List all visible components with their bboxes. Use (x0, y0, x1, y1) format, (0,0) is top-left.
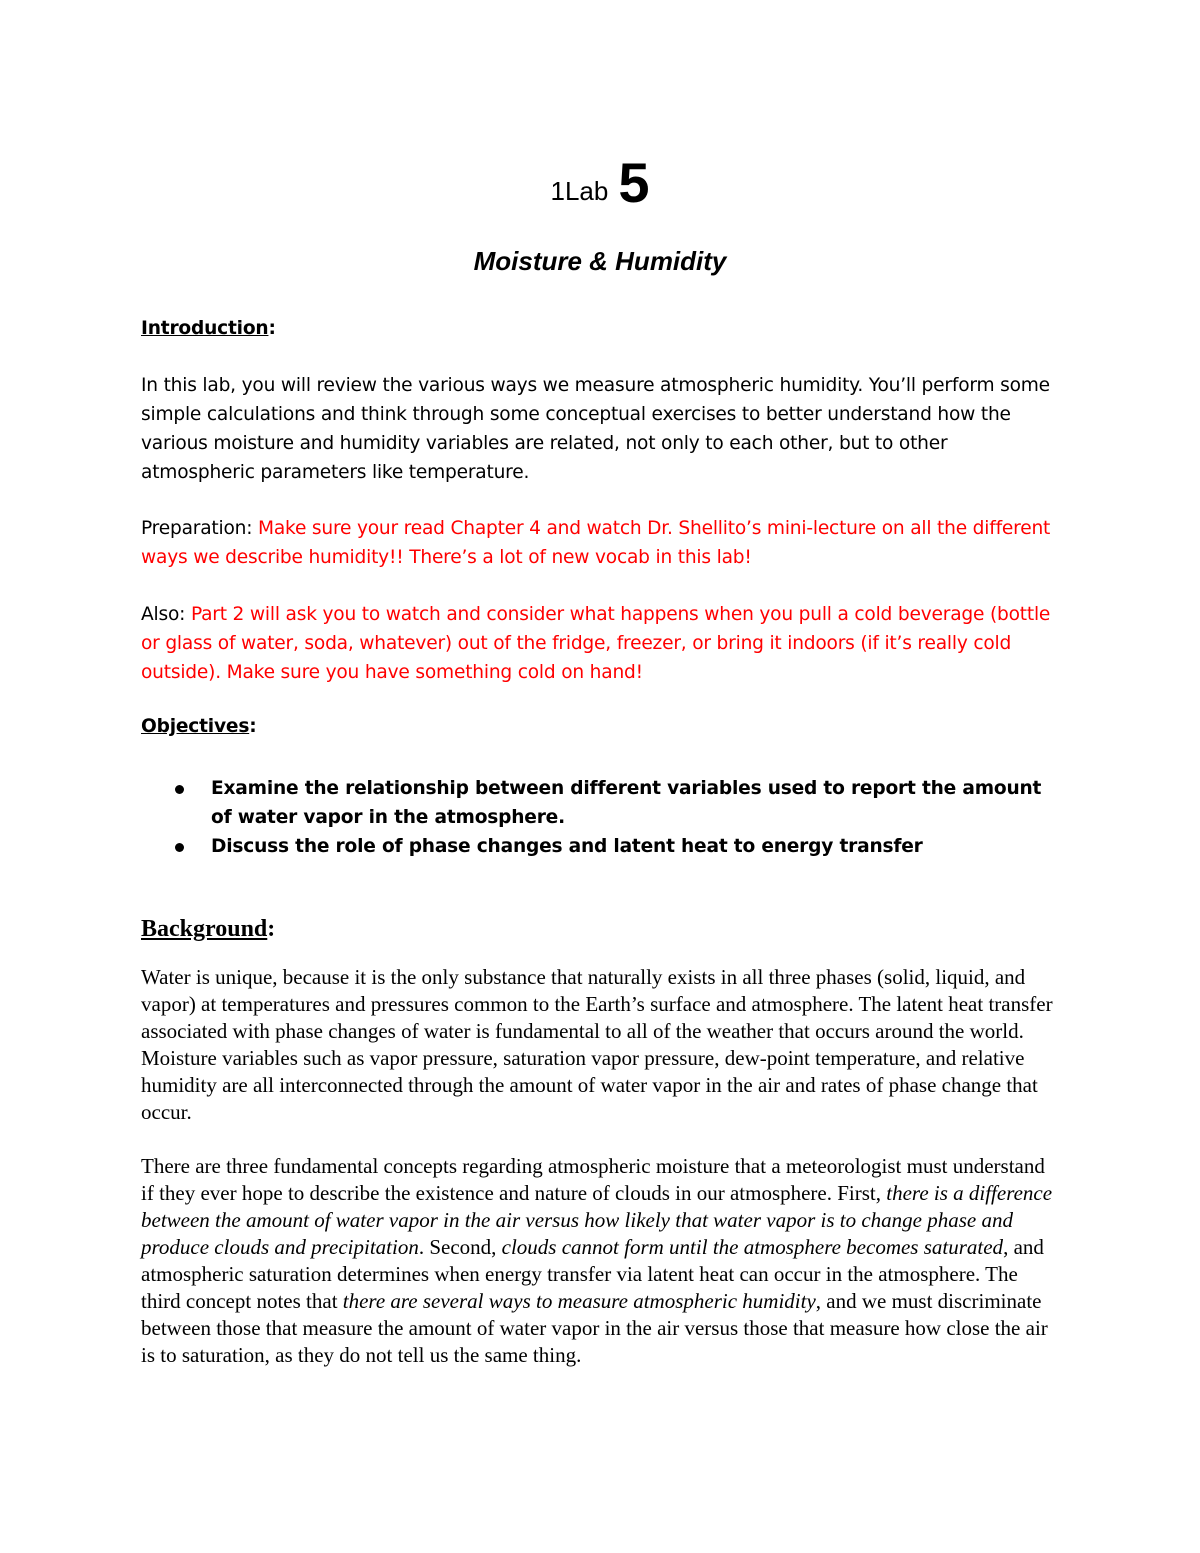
introduction-heading-text: Introduction (141, 318, 269, 339)
lab-title (0, 150, 1200, 215)
title-prefix: 1 (550, 176, 565, 206)
bg-p2-text-2: . Second, (418, 1235, 502, 1259)
title-number: 5 (618, 151, 650, 214)
bg-p2-text-4: , and we must discriminate between those that measure the amount of water vapor in the air versus those that measure how close the air is to saturation, as they do not tell us the same thing. (141, 1289, 1048, 1367)
also-label: Also: (141, 604, 191, 625)
list-item (160, 774, 1060, 832)
also-paragraph (141, 600, 1061, 687)
introduction-heading (141, 314, 1061, 343)
background-paragraph-1: Water is unique, because it is the only substance that naturally exists in all three phases (solid, liquid, and vapor) at temperatures and pressures common to the Earth’s surface and atmosphere. The latent heat transfer associated with phase changes of water is fundamental to all of the weather that occurs around the world. Moisture variables such as vapor pressure, saturation vapor pressure, dew-point temperature, and relative humidity are all interconnected through the amount of water vapor in the air and rates of phase change that occur. (141, 965, 1053, 1124)
also-text: Part 2 will ask you to watch and consider what happens when you pull a cold beverage (bottle or glass of water, soda, whatever) out of the fridge, freezer, or bring it indoors (if it’s really cold outside). Make sure you have something cold on hand! (141, 604, 1051, 683)
preparation-label: Preparation: (141, 518, 258, 539)
bg-p2-italic-1: there is a difference between the amount of water vapor in the air versus how likely that water vapor is to change phase and produce clouds and precipitation (141, 1181, 1053, 1259)
bg-p2-text-1: There are three fundamental concepts regarding atmospheric moisture that a meteorologist must understand if they ever hope to describe the existence and nature of clouds in our atmosphere. First, (141, 1154, 1045, 1205)
title-lab: Lab (564, 176, 609, 206)
bullet-icon (175, 843, 184, 852)
background-heading (141, 916, 1061, 943)
lab-subtitle: Moisture & Humidity (473, 246, 727, 276)
objectives-heading (141, 712, 1061, 741)
background-paragraph-2 (141, 1153, 1061, 1369)
preparation-paragraph (141, 514, 1061, 572)
introduction-heading-colon: : (268, 318, 276, 339)
bullet-icon (175, 785, 184, 794)
introduction-paragraph: In this lab, you will review the various ways we measure atmospheric humidity. You’ll perform some simple calculations and think through some conceptual exercises to better understand how the various moisture and humidity variables are related, not only to each other, but to other atmospheric parameters like temperature. (141, 375, 1050, 483)
bg-p2-italic-3: there are several ways to measure atmospheric humidity (342, 1289, 816, 1313)
bg-p2-text-3: , and atmospheric saturation determines when energy transfer via latent heat can occur in the atmosphere. The third concept notes that (141, 1235, 1044, 1313)
background-heading-colon: : (267, 916, 276, 942)
objective-text: Examine the relationship between different variables used to report the amount of water vapor in the atmosphere. (211, 778, 1042, 828)
preparation-text: Make sure your read Chapter 4 and watch Dr. Shellito’s mini-lecture on all the different ways we describe humidity!! There’s a lot of new vocab in this lab! (141, 518, 1051, 568)
objectives-heading-colon: : (249, 716, 257, 737)
background-heading-text: Background (141, 916, 268, 942)
objectives-heading-text: Objectives (141, 716, 250, 737)
list-item (160, 832, 1060, 861)
objectives-list (160, 774, 1060, 861)
objective-text: Discuss the role of phase changes and latent heat to energy transfer (211, 836, 923, 857)
bg-p2-italic-2: clouds cannot form until the atmosphere becomes saturated (501, 1235, 1004, 1259)
